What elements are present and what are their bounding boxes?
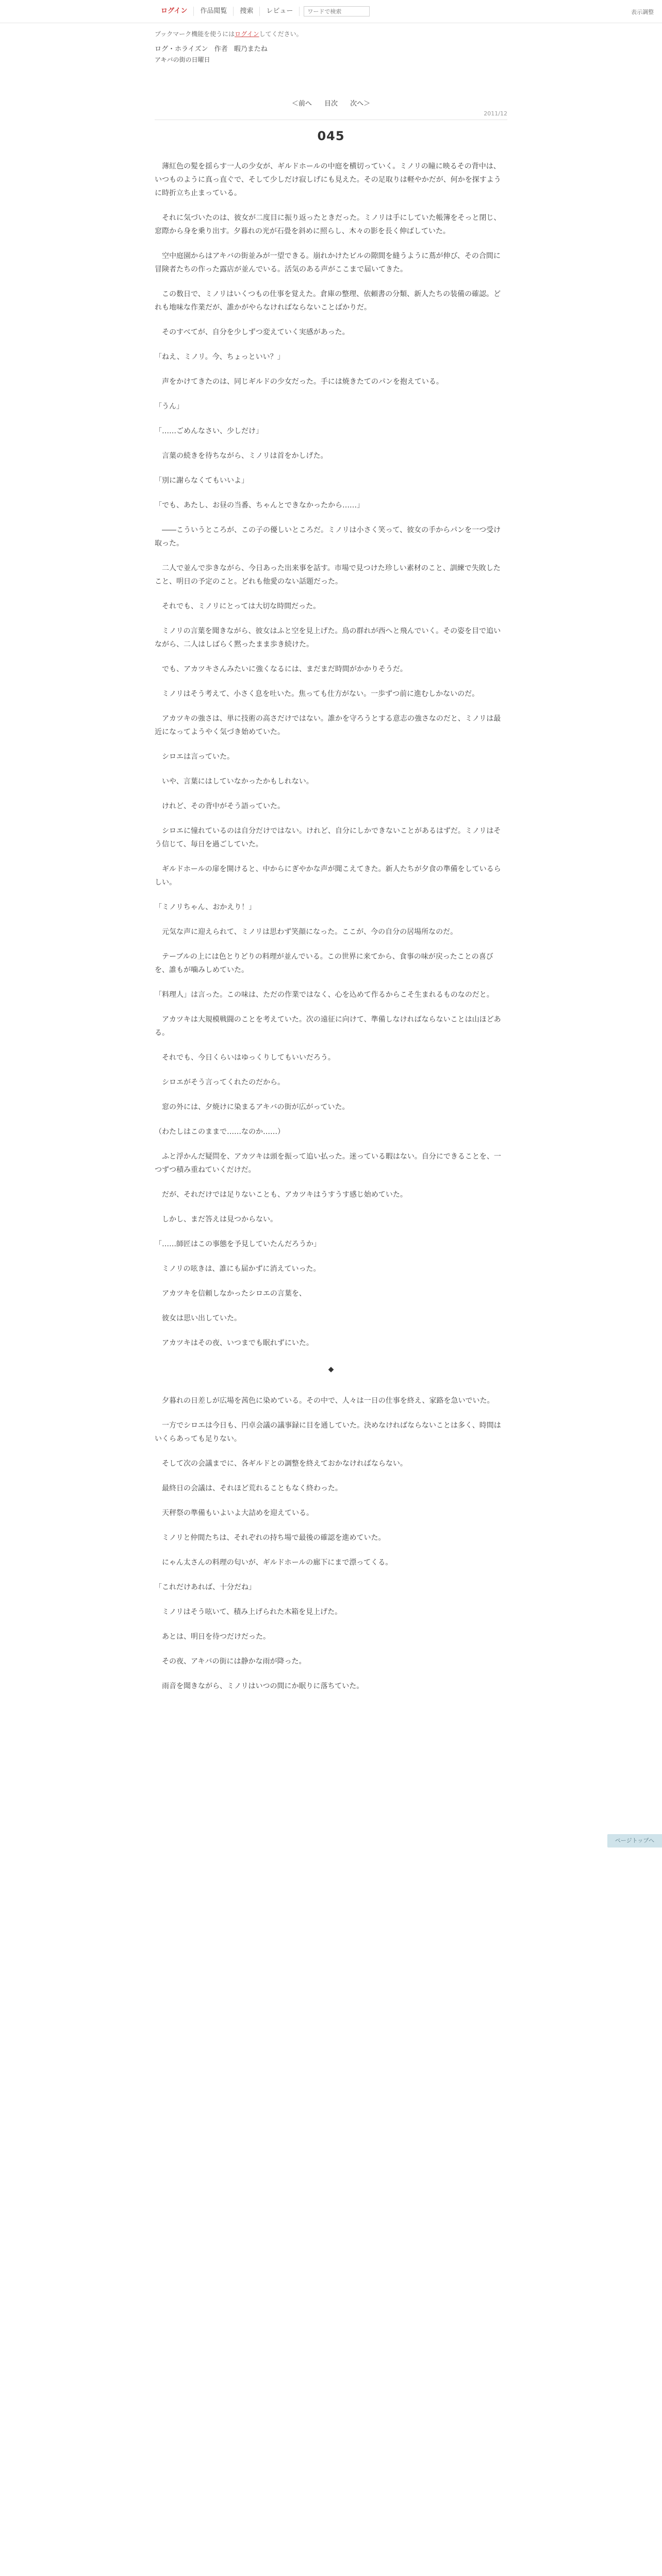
body-paragraph: （わたしはこのままで……なのか……） [155,1128,285,1136]
body-paragraph: あとは、明日を待つだけだった。 [162,1633,270,1641]
index-link[interactable]: 目次 [324,100,338,108]
body-paragraph: それでも、ミノリにとっては大切な時間だった。 [162,602,321,611]
body-paragraph: 「ねえ、ミノリ。今、ちょっといい？」 [155,353,285,361]
login-link[interactable]: ログイン [155,7,194,16]
body-paragraph: この数日で、ミノリはいくつもの仕事を覚えた。倉庫の整理、依頼書の分類、新人たちの装備の確認。どれも地味な作業だが、誰かがやらなければならないことばかりだ。 [155,290,501,312]
body-paragraph: にゃん太さんの料理の匂いが、ギルドホールの廊下にまで漂ってくる。 [162,1558,393,1567]
notice-login-link[interactable]: ログイン [235,30,259,38]
next-link[interactable]: 次へ＞ [350,100,371,108]
body-paragraph: ミノリの言葉を聞きながら、彼女はふと空を見上げた。鳥の群れが西へと飛んでいく。その姿を目で追いながら、二人はしばらく黙ったまま歩き続けた。 [155,627,501,649]
nav-search[interactable]: 捜索 [234,7,260,16]
body-paragraph: でも、アカツキさんみたいに強くなるには、まだまだ時間がかかりそうだ。 [162,665,407,673]
body-paragraph: ミノリはそう考えて、小さく息を吐いた。焦っても仕方がない。一歩ずつ前に進むしかないのだ。 [162,690,479,698]
page-top-button[interactable]: ページトップへ [607,1834,662,1848]
breadcrumb-series[interactable]: ログ・ホライズン [155,45,208,53]
body-paragraph: 一方でシロエは今日も、円卓会議の議事録に目を通していた。決めなければならないことは多く、時間はいくらあっても足りない。 [155,1421,501,1443]
body-paragraph: 空中庭園からはアキバの街並みが一望できる。崩れかけたビルの隙間を縫うように蔦が伸び、その合間に冒険者たちの作った露店が並んでいる。活気のある声がここまで届いてきた。 [155,252,501,274]
body-paragraph: 「別に謝らなくてもいいよ」 [155,477,249,485]
body-paragraph: シロエに憧れているのは自分だけではない。けれど、自分にしかできないことがあるはずだ。ミノリはそう信じて、毎日を過ごしていた。 [155,827,501,849]
body-paragraph: 「うん」 [155,402,184,411]
bookmark-notice [0,23,662,38]
body-paragraph: 彼女は思い出していた。 [162,1314,241,1323]
body-paragraph: 「ミノリちゃん、おかえり！」 [155,903,256,911]
body-paragraph: ふと浮かんだ疑問を、アカツキは頭を振って追い払った。迷っている暇はない。自分にできることを、一つずつ積み重ねていくだけだ。 [155,1153,501,1174]
body-paragraph: 「……ごめんなさい、少しだけ」 [155,427,263,435]
body-paragraph: 「料理人」は言った。この味は、ただの作業ではなく、心を込めて作るからこそ生まれるものなのだと。 [155,991,494,999]
body-paragraph: 「……師匠はこの事態を予見していたんだろうか」 [155,1240,321,1248]
display-settings-link[interactable]: 表示調整 [631,9,654,15]
body-paragraph: それでも、今日くらいはゆっくりしてもいいだろう。 [162,1054,335,1062]
body-paragraph: 声をかけてきたのは、同じギルドの少女だった。手には焼きたてのパンを抱えている。 [162,378,443,386]
body-paragraph: シロエがそう言ってくれたのだから。 [162,1078,285,1087]
chapter-number: 045 [317,129,345,143]
body-paragraph: それに気づいたのは、彼女が二度目に振り返ったときだった。ミノリは手にしていた帳簿をそっと閉じ、窓際から身を乗り出す。夕暮れの光が石畳を斜めに照らし、木々の影を長く伸ばしていた。 [155,214,501,235]
breadcrumb-author[interactable]: 暇乃またね [234,45,268,53]
body-paragraph: だが、それだけでは足りないことも、アカツキはうすうす感じ始めていた。 [162,1191,407,1199]
body-paragraph: 元気な声に迎えられて、ミノリは思わず笑顔になった。ここが、今の自分の居場所なのだ。 [162,928,458,936]
body-paragraph: テーブルの上には色とりどりの料理が並んでいる。この世界に来てから、食事の味が戻ったことの喜びを、誰もが噛みしめていた。 [155,953,493,974]
breadcrumb [0,38,662,53]
body-paragraph: シロエは言っていた。 [162,753,234,761]
body-paragraph: けれど、その背中がそう語っていた。 [162,802,285,810]
body-paragraph: ギルドホールの扉を開けると、中からにぎやかな声が聞こえてきた。新人たちが夕食の準備をしているらしい。 [155,865,501,887]
body-paragraph: ――こういうところが、この子の優しいところだ。ミノリは小さく笑って、彼女の手からパンを一つ受け取った。 [155,526,501,548]
header-nav [155,7,300,16]
body-paragraph: 雨音を聞きながら、ミノリはいつの間にか眠りに落ちていた。 [162,1682,364,1690]
top-header [0,0,662,23]
body-paragraph: アカツキは大規模戦闘のことを考えていた。次の遠征に向けて、準備しなければならないことは山ほどある。 [155,1015,501,1037]
nav-review[interactable]: レビュー [260,7,300,16]
body-paragraph: そのすべてが、自分を少しずつ変えていく実感があった。 [162,328,350,336]
notice-tail: してください。 [259,30,303,38]
body-paragraph: ミノリはそう呟いて、積み上げられた木箱を見上げた。 [162,1608,342,1616]
body-paragraph: 薄紅色の髪を揺らす一人の少女が、ギルドホールの中庭を横切っていく。ミノリの瞳に映るその背中は、いつものように真っ直ぐで、そして少しだけ寂しげにも見えた。その足取りは軽やかだが、何かを探すように時折立ち止まっている。 [155,162,501,197]
body-paragraph: アカツキの強さは、単に技術の高さだけではない。誰かを守ろうとする意志の強さなのだと、ミノリは最近になってようやく気づき始めていた。 [155,715,501,736]
post-date: 2011/12 [484,110,507,117]
scene-separator: ◆ [328,1365,334,1374]
body-paragraph: アカツキを信頼しなかったシロエの言葉を、 [162,1290,306,1298]
body-paragraph: ミノリと仲間たちは、それぞれの持ち場で最後の確認を進めていた。 [162,1534,386,1542]
body-paragraph: アカツキはその夜、いつまでも眠れずにいた。 [162,1339,313,1347]
body-paragraph: ミノリの呟きは、誰にも届かずに消えていった。 [162,1265,321,1273]
body-paragraph: その夜、アキバの街には静かな雨が降った。 [162,1657,306,1666]
body-paragraph: 夕暮れの日差しが広場を茜色に染めている。その中で、人々は一日の仕事を終え、家路を急いでいた。 [162,1397,494,1405]
body-paragraph: 「これだけあれば、十分だね」 [155,1583,256,1591]
body-paragraph: いや、言葉にはしていなかったかもしれない。 [162,777,313,786]
prev-link[interactable]: ＜前へ [291,100,312,108]
breadcrumb-label: 作者 [214,45,228,53]
body-paragraph: そして次の会議までに、各ギルドとの調整を終えておかなければならない。 [162,1460,407,1468]
chapter-pager [0,98,662,108]
chapter-body [155,160,507,1704]
body-paragraph: 最終日の会議は、それほど荒れることもなく終わった。 [162,1484,342,1493]
body-paragraph: 言葉の続きを待ちながら、ミノリは首をかしげた。 [162,452,328,460]
body-paragraph: 窓の外には、夕焼けに染まるアキバの街が広がっていた。 [162,1103,350,1111]
body-paragraph: 二人で並んで歩きながら、今日あった出来事を話す。市場で見つけた珍しい素材のこと、訓練で失敗したこと、明日の予定のこと。どれも他愛のない話題だった。 [155,564,501,586]
nav-browse[interactable]: 作品閲覧 [194,7,234,16]
search-input[interactable] [304,6,370,16]
body-paragraph: 天秤祭の準備もいよいよ大詰めを迎えている。 [162,1509,313,1517]
body-paragraph: しかし、まだ答えは見つからない。 [162,1215,277,1224]
notice-text: ブックマーク機能を使うには [155,30,235,38]
chapter-group-title: アキバの街の日曜日 [155,56,210,63]
body-paragraph: 「でも、あたし、お昼の当番、ちゃんとできなかったから……」 [155,501,364,510]
